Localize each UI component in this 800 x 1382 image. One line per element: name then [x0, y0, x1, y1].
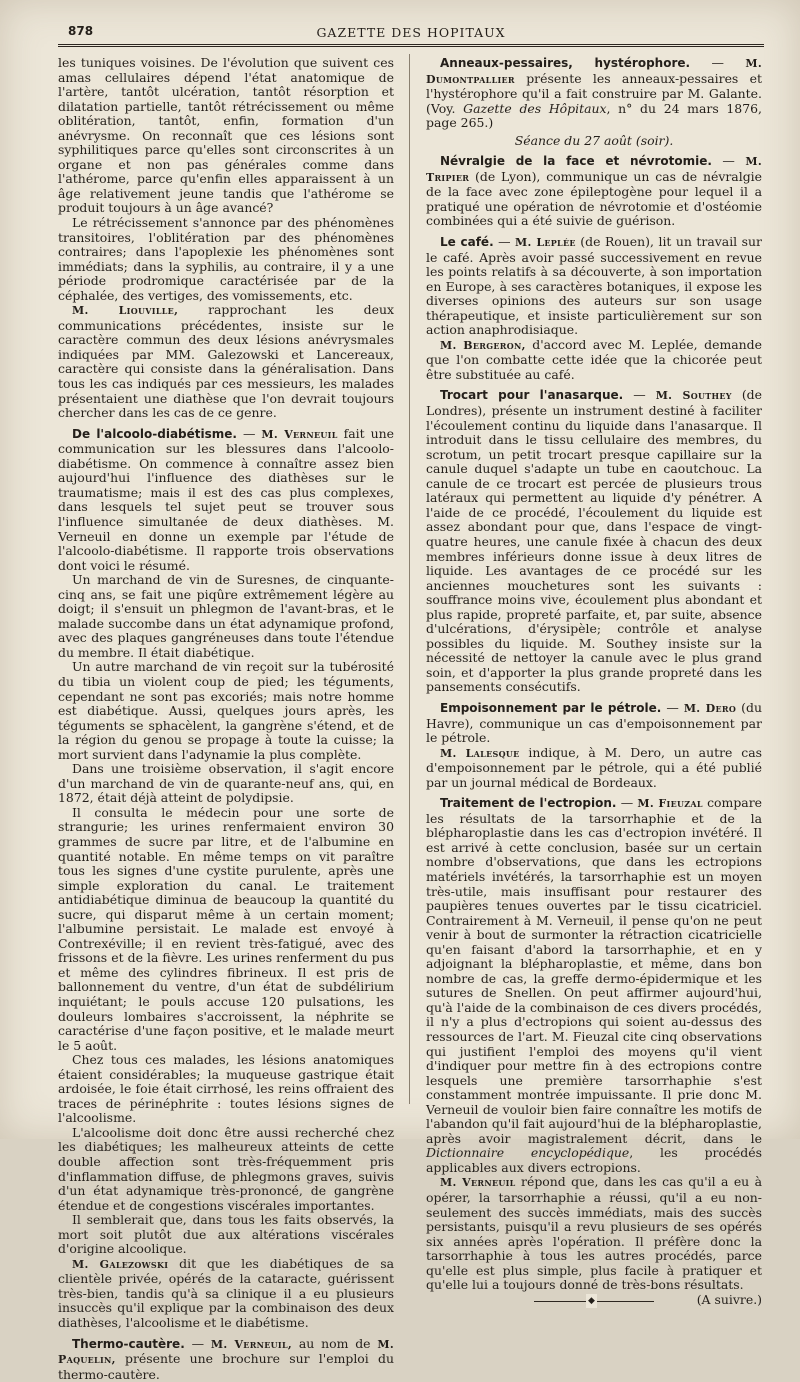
- paragraph: Il semblerait que, dans tous les faits observés, la mort soit plutôt due aux altérations viscérales d'origine alcoolique.: [58, 1212, 394, 1257]
- paragraph: [58, 303, 394, 420]
- page-header: [58, 24, 764, 46]
- paragraph: [58, 1257, 394, 1331]
- paragraph-text: répond que, dans les cas qu'il a eu à opérer, la tarsorrhaphie a réussi, qu'il a eu non-seulement des succès immédiats, mais des succès persistants, puisqu'il a revu plusieurs de ses opérés six années après l'opération. Il préfère donc la tarsorrhaphie à tous les autres procédés, parce qu'elle est plus simple, plus facile à pratiquer et qu'elle lui a toujours donné de très-bons résultats.: [426, 1174, 763, 1293]
- speaker-name: M. Dero: [683, 701, 737, 715]
- section-paragraph: Trocart pour l'anasarque. — M. Southey (de Londres), présente un instrument destiné à faciliter l'écoulement continu du liquide dans l'anasarque. Il introduit dans le tissu cellulaire des membres, du scrotum, un petit trocart presque capillaire sur la canule duquel s'adapte un tube en caoutchouc. La canule de ce trocart est percée de plusieurs trous latéraux qui permettent au liquide d'y pénétrer. A l'aide de ce procédé, l'écoulement du liquide est assez abondant pour que, dans l'espace de vingt-quatre heures, une canule fixée à chacun des deux membres inférieurs donne issue à deux litres de liquide. Les avantages de ce procédé sur les anciennes mouchetures sont les suivants : souffrance moins vive, écoulement plus abondant et plus rapide, propreté parfaite, et, par suite, absence d'ulcérations, d'érysipèle; contrôle et analyse possibles du liquide. M. Southey insiste sur la nécessité de nettoyer la canule avec le plus grand soin, et d'apporter la plus grande propreté dans les pansements consécutifs.: [426, 387, 763, 695]
- section-paragraph: Empoisonnement par le pétrole. — M. Dero (du Havre), communique un cas d'empoisonnement par le pétrole.: [426, 699, 762, 746]
- speaker-name: M. Tripier: [426, 155, 762, 184]
- paragraph-text: (de Rouen), lit un travail sur le café. Après avoir passé successivement en revue les points relatifs à sa découverte, à son importation en Europe, à ses caractères botaniques, il expose les diverses opinions des auteurs sur son usage thérapeutique, et insiste particulièrement sur son action anaphrodisiaque.: [426, 234, 762, 338]
- section-title: Traitement de l'ectropion.: [440, 796, 617, 811]
- paragraph: les tuniques voisines. De l'évolution que suivent ces amas cellulaires dépend l'état anatomique de l'artère, tantôt ulcération, tantôt résorption et dilatation partielle, tantôt rétrécissement ou même oblitération, tantôt, enfin, formation d'un anévrysme. On reconnaît que ces lésions sont syphilitiques parce qu'elles sont circonscrites à un organe et non pas générales comme dans l'athérome, parce qu'enfin elles apparaissent à un âge relativement jeune tandis que l'athérome se produit toujours à un âge avancé?: [58, 55, 394, 216]
- section-title: Le café.: [440, 235, 494, 250]
- paragraph-text: d'accord avec M. Leplée, demande que l'on combatte cette idée que la chicorée peut être substituée au café.: [426, 336, 762, 382]
- column-divider: [409, 54, 410, 1104]
- paragraph-text: au nom de: [292, 1335, 378, 1351]
- section-title: Empoisonnement par le pétrole.: [440, 700, 662, 715]
- speaker-name: M. Verneuil,: [210, 1337, 293, 1351]
- speaker-name: M. Fieuzal: [637, 797, 703, 811]
- paragraph-text: indique, à M. Dero, un autre cas d'empoisonnement par le pétrole, qui a été publié par un journal médical de Bordeaux.: [426, 744, 762, 790]
- session-heading: Séance du 27 août (soir).: [514, 132, 674, 148]
- paragraph-text: (de Lyon), communique un cas de névralgie de la face avec zone épileptogène pour lequel il a pratiqué une opération de névrotomie et d'ostéomie combinées qui a été suivie de guérison.: [426, 168, 762, 229]
- paragraph: Un marchand de vin de Suresnes, de cinquante-cinq ans, se fait une piqûre extrêmement légère au doigt; il s'ensuit un phlegmon de l'avant-bras, et le malade succombe dans un état adynamique profond, avec des plaques gangréneuses dans toute l'étendue du membre. Il était diabétique.: [58, 572, 394, 660]
- paragraph: [426, 746, 762, 791]
- reference-title: Dictionnaire encyclopédique: [426, 1145, 630, 1161]
- paragraph-text: (de Londres), présente un instrument destiné à faciliter l'écoulement continu du liquide dans l'anasarque. Il introduit dans le tissu cellulaire des membres, du scrotum, un petit trocart presque capillaire sur la canule duquel s'adapte un tube en caoutchouc. La canule de ce trocart est percée de plusieurs trous latéraux qui permettent au liquide d'y pénétrer. A l'aide de ce procédé, l'écoulement du liquide est assez abondant pour que, dans l'espace de vingt-quatre heures, une canule fixée à chacun des deux membres inférieurs donne issue à deux litres de liquide. Les avantages de ce procédé sur les anciennes mouchetures sont les suivants : souffrance moins vive, écoulement plus abondant et plus rapide, propreté parfaite, et, par suite, absence d'ulcérations, d'érysipèle; contrôle et analyse possibles du liquide. M. Southey insiste sur la nécessité de nettoyer la canule avec le plus grand soin, et d'apporter la plus grande propreté dans les pansements consécutifs.: [426, 387, 763, 695]
- paragraph: [426, 338, 762, 383]
- speaker-name: M. Southey: [655, 389, 732, 403]
- section-title: Névralgie de la face et névrotomie.: [440, 154, 712, 169]
- paragraph: Dans une troisième observation, il s'agit encore d'un marchand de vin de quarante-neuf ans, qui, en 1872, était déjà atteint de polydipsie.: [58, 761, 394, 806]
- speaker-name: M. Dumontpallier: [426, 57, 762, 86]
- paragraph: Il consulta le médecin pour une sorte de strangurie; les urines renfermaient environ 30 grammes de sucre par litre, et de l'albumine en quantité notable. En même temps on vit paraître tous les signes d'une cystite purulente, après une simple exploration du canal. Le traitement antidiabétique diminua de beaucoup la quantité du sucre, qui disparut même à un certain moment; l'albumine persistait. Le malade est envoyé à Contrexéville; il en revient très-fatigué, avec des frissons et de la fièvre. Les urines renferment du pus et même des cylindres fibrineux. Il est pris de ballonnement du ventre, d'un état de subdélirium inquiétant; le pouls accuse 120 pulsations, les douleurs lombaires s'accroissent, la néphrite se caractérise d'une façon positive, et le malade meurt le 5 août.: [58, 804, 394, 1053]
- paragraph: Un autre marchand de vin reçoit sur la tubérosité du tibia un violent coup de pied; les téguments, cependant ne sont pas excoriés; mais notre homme est diabétique. Aussi, quelques jours après, les téguments se sphacèlent, la gangrène s'étend, et de la région du genou se propage à toute la cuisse; la mort survient dans l'adynamie la plus complète.: [58, 659, 394, 762]
- paragraph-text: présente les anneaux-pessaires et l'hystérophore qu'il a fait construire par M. Galante. (Voy.: [426, 70, 762, 116]
- right-column: [426, 56, 762, 1307]
- paragraph-text: compare les résultats de la tarsorrhaphie et de la blépharoplastie dans les cas d'ectropion invétéré. Il est arrivé à cette conclusion, basée sur un certain nombre d'observations, que dans les ectropions matériels invétérés, la tarsorrhaphie est un moyen très-utile, mais insuffisant pour restaurer des paupières tenues ouvertes par le tissu cicatriciel. Contrairement à M. Verneuil, il pense qu'on ne peut venir à bout de surmonter la rétraction cicatricielle qu'en faisant d'abord la tarsorrhaphie, et en y adjoignant la blépharoplastie, et même, dans bon nombre de cas, la greffe dermo-épidermique et les sutures de Snellen. On peut affirmer aujourd'hui, qu'à l'aide de la combinaison de ces divers procédés, il n'y a plus d'ectropions qui soient au-dessus des ressources de l'art. M. Fieuzal cite cinq observations qui justifient l'emploi des moyens qu'il vient d'indiquer pour mettre fin à des ectropions contre lesquels une première tarsorrhaphie s'est constamment montrée impuissante. Il prie donc M. Verneuil de vouloir bien faire connaître les motifs de l'abandon qu'il fait aujourd'hui de la blépharoplastie, après avoir magistralement décrit, dans le: [426, 795, 763, 1146]
- paragraph-text: , les procédés applicables aux divers ectropions.: [426, 1145, 762, 1175]
- end-ornament: [534, 1301, 654, 1302]
- section-paragraph: De l'alcoolo-diabétisme. — M. Verneuil fait une communication sur les blessures dans l'alcoolo-diabétisme. On commence à connaître assez bien aujourd'hui l'influence des diathèses sur le traumatisme; mais il est des cas plus complexes, dans lesquels tel sujet peut se trouver sous l'influence simultanée de deux diathèses. M. Verneuil en donne un exemple par l'étude de l'alcoolo-diabétisme. Il rapporte trois observations dont voici le résumé.: [58, 425, 395, 573]
- paragraph-text: , n° du 24 mars 1876, page 265.): [426, 100, 762, 131]
- speaker-name: M. Paquelin,: [58, 1337, 394, 1367]
- paragraph-text: dit que les diabétiques de sa clientèle privée, opérés de la cataracte, guérissent très-bien, tandis qu'à sa clinique il a eu plusieurs insuccès qu'il explique par la combinaison des deux diathèses, l'alcoolisme et le diabétisme.: [58, 1255, 394, 1331]
- left-column: [58, 56, 394, 1382]
- paragraph-text: présente une brochure sur l'emploi du thermo-cautère.: [58, 1351, 394, 1382]
- header-rule: [58, 44, 764, 47]
- section-title: Trocart pour l'anasarque.: [440, 388, 624, 403]
- paragraph: Le rétrécissement s'annonce par des phénomènes transitoires, l'oblitération par des phénomènes contraires; dans l'apoplexie les phénomènes sont immédiats; dans la syphilis, au contraire, il y a une période prodromique caractérisée par de la céphalée, des vertiges, des vomissements, etc.: [58, 215, 394, 303]
- paragraph-text: (du Havre), communique un cas d'empoisonnement par le pétrole.: [426, 699, 762, 746]
- speaker-name: M. Verneuil: [261, 427, 338, 441]
- paragraph-text: fait une communication sur les blessures dans l'alcoolo-diabétisme. On commence à connaître assez bien aujourd'hui l'influence des diathèses sur le traumatisme; mais il est des cas plus complexes, dans lesquels tel sujet peut se trouver sous l'influence simultanée de deux diathèses. M. Verneuil en donne un exemple par l'étude de l'alcoolo-diabétisme. Il rapporte trois observations dont voici le résumé.: [58, 425, 395, 573]
- speaker-name: M. Leplée: [515, 236, 576, 250]
- section-paragraph: Anneaux-pessaires, hystérophore. — M. Dumontpallier présente les anneaux-pessaires et l'hystérophore qu'il a fait construire par M. Galante. (Voy. Gazette des Hôpitaux, n° du 24 mars 1876, page 265.): [426, 55, 762, 131]
- section-title: Thermo-cautère.: [72, 1336, 185, 1351]
- speaker-name: M. Bergeron,: [440, 338, 526, 352]
- section-paragraph: Le café. — M. Leplée (de Rouen), lit un travail sur le café. Après avoir passé successivement en revue les points relatifs à sa découverte, à son importation en Europe, à ses caractères botaniques, il expose les diverses opinions des auteurs sur son usage thérapeutique, et insiste particulièrement sur son action anaphrodisiaque.: [426, 234, 762, 338]
- speaker-name: M. Verneuil: [440, 1176, 516, 1190]
- section-title: Anneaux-pessaires, hystérophore.: [440, 56, 691, 70]
- speaker-name: M. Lalesque: [440, 746, 520, 760]
- section-title: De l'alcoolo-diabétisme.: [72, 426, 237, 441]
- speaker-name: M. Galezowski: [72, 1257, 169, 1271]
- speaker-name: M. Liouville,: [72, 304, 179, 318]
- section-paragraph: Traitement de l'ectropion. — M. Fieuzal compare les résultats de la tarsorrhaphie et de la blépharoplastie dans les cas d'ectropion invétéré. Il est arrivé à cette conclusion, basée sur un certain nombre d'observations, que dans les ectropions matériels invétérés, la tarsorrhaphie est un moyen très-utile, mais insuffisant pour restaurer des paupières tenues ouvertes par le tissu cicatriciel. Contrairement à M. Verneuil, il pense qu'on ne peut venir à bout de surmonter la rétraction cicatricielle qu'en faisant d'abord la tarsorrhaphie, et en y adjoignant la blépharoplastie, et même, dans bon nombre de cas, la greffe dermo-épidermique et les sutures de Snellen. On peut affirmer aujourd'hui, qu'à l'aide de la combinaison de ces divers procédés, il n'y a plus d'ectropions qui soient au-dessus des ressources de l'art. M. Fieuzal cite cinq observations qui justifient l'emploi des moyens qu'il vient d'indiquer pour mettre fin à des ectropions contre lesquels une première tarsorrhaphie s'est constamment montrée impuissante. Il prie donc M. Verneuil de vouloir bien faire connaître les motifs de l'abandon qu'il fait aujourd'hui de la blépharoplastie, après avoir magistralement décrit, dans le Dictionnaire encyclopédique, les procédés applicables aux divers ectropions.: [426, 795, 763, 1175]
- section-paragraph: Névralgie de la face et névrotomie. — M. Tripier (de Lyon), communique un cas de névralgie de la face avec zone épileptogène pour lequel il a pratiqué une opération de névrotomie et d'ostéomie combinées qui a été suivie de guérison.: [426, 153, 762, 229]
- paragraph: [426, 1174, 763, 1307]
- continued-note: (A suivre.): [696, 1291, 762, 1307]
- paragraph: Chez tous ces malades, les lésions anatomiques étaient considérables; la muqueuse gastrique était ardoisée, le foie était cirrhosé, les reins offraient des traces de périnéphrite : toutes lésions signes de l'alcoolisme.: [58, 1052, 394, 1126]
- reference-title: Gazette des Hôpitaux: [463, 100, 607, 116]
- page-number: 878: [68, 24, 94, 38]
- journal-title: GAZETTE DES HOPITAUX: [316, 25, 506, 40]
- section-paragraph: Thermo-cautère. — M. Verneuil, au nom de M. Paquelin, présente une brochure sur l'emploi du thermo-cautère.: [58, 1335, 394, 1382]
- paragraph-text: rapprochant les deux communications précédentes, insiste sur le caractère commun des deux lésions anévrysmales indiquées par MM. Galezowski et Lancereaux, caractère qui consiste dans la généralisation. Dans tous les cas indiqués par ces messieurs, les malades présentaient une diathèse que l'on devrait toujours chercher dans les cas de ce genre.: [58, 302, 394, 421]
- paragraph: L'alcoolisme doit donc être aussi recherché chez les diabétiques; les malheureux atteints de cette double affection sont très-fréquemment pris d'inflammation diffuse, de phlegmons graves, suivis d'un état adynamique très-prononcé, de gangrène étendue et de congestions viscérales importantes.: [58, 1124, 394, 1213]
